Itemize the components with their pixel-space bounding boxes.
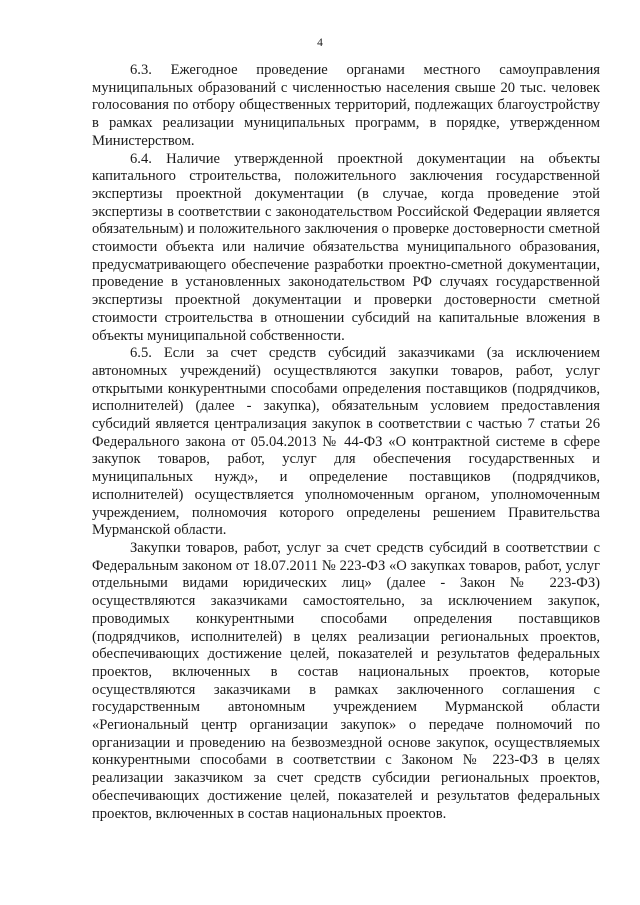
paragraph-223-fz-procurement: Закупки товаров, работ, услуг за счет средств субсидий в соответствии с Федеральным законом от 18.07.2011 № 223-ФЗ «О закупках товаров, работ, услуг отдельными видами юридических лиц» (далее - Закон № 223-ФЗ) осуществляются заказчиками самостоятельно, за исключением закупок, проводимых конкурентными способами определения поставщиков (подрядчиков, исполнителей) в целях реализации региональных проектов, обеспечивающих достижение целей, показателей и результатов федеральных проектов, включенных в состав национальных проектов, которые осуществляются заказчиками в рамках заключенного соглашения с государственным автономным учреждением Мурманской области «Региональный центр организации закупок» о передаче полномочий по организации и проведению на безвозмездной основе закупок, осуществляемых конкурентными способами в соответствии с Законом № 223-ФЗ в целях реализации заказчиком за счет средств субсидии региональных проектов, обеспечивающих достижение целей, показателей и результатов федеральных проектов, включенных в состав национальных проектов.	[92, 539, 600, 822]
paragraph-6-4: 6.4. Наличие утвержденной проектной документации на объекты капитального строительства, положительного заключения государственной экспертизы проектной документации (в случае, когда проведение этой экспертизы в соответствии с законодательством Российской Федерации является обязательным) и положительного заключения о проверке достоверности сметной стоимости объекта или наличие обязательства муниципального образования, предусматривающего обеспечение разработки проектно-сметной документации, проведение в установленных законодательством РФ случаях государственной экспертизы проектной документации и проверки достоверности сметной стоимости строительства в отношении субсидий на капитальные вложения в объекты муниципальной собственности.	[92, 150, 600, 344]
paragraph-6-5: 6.5. Если за счет средств субсидий заказчиками (за исключением автономных учреждений) осуществляются закупки товаров, работ, услуг открытыми конкурентными способами определения поставщиков (подрядчиков, исполнителей) (далее - закупка), обязательным условием предоставления субсидий является централизация закупок в соответствии с частью 7 статьи 26 Федерального закона от 05.04.2013 № 44-ФЗ «О контрактной системе в сфере закупок товаров, работ, услуг для обеспечения государственных и муниципальных нужд», и определение поставщиков (подрядчиков, исполнителей) осуществляется уполномоченным органом, уполномоченным учреждением, полномочия которого определены решением Правительства Мурманской области.	[92, 345, 600, 539]
document-body	[92, 62, 600, 823]
paragraph-6-3: 6.3. Ежегодное проведение органами местного самоуправления муниципальных образований с численностью населения свыше 20 тыс. человек голосования по отбору общественных территорий, подлежащих благоустройству в рамках реализации муниципальных программ, в порядке, утвержденном Министерством.	[92, 62, 600, 149]
page-number: 4	[317, 37, 323, 49]
